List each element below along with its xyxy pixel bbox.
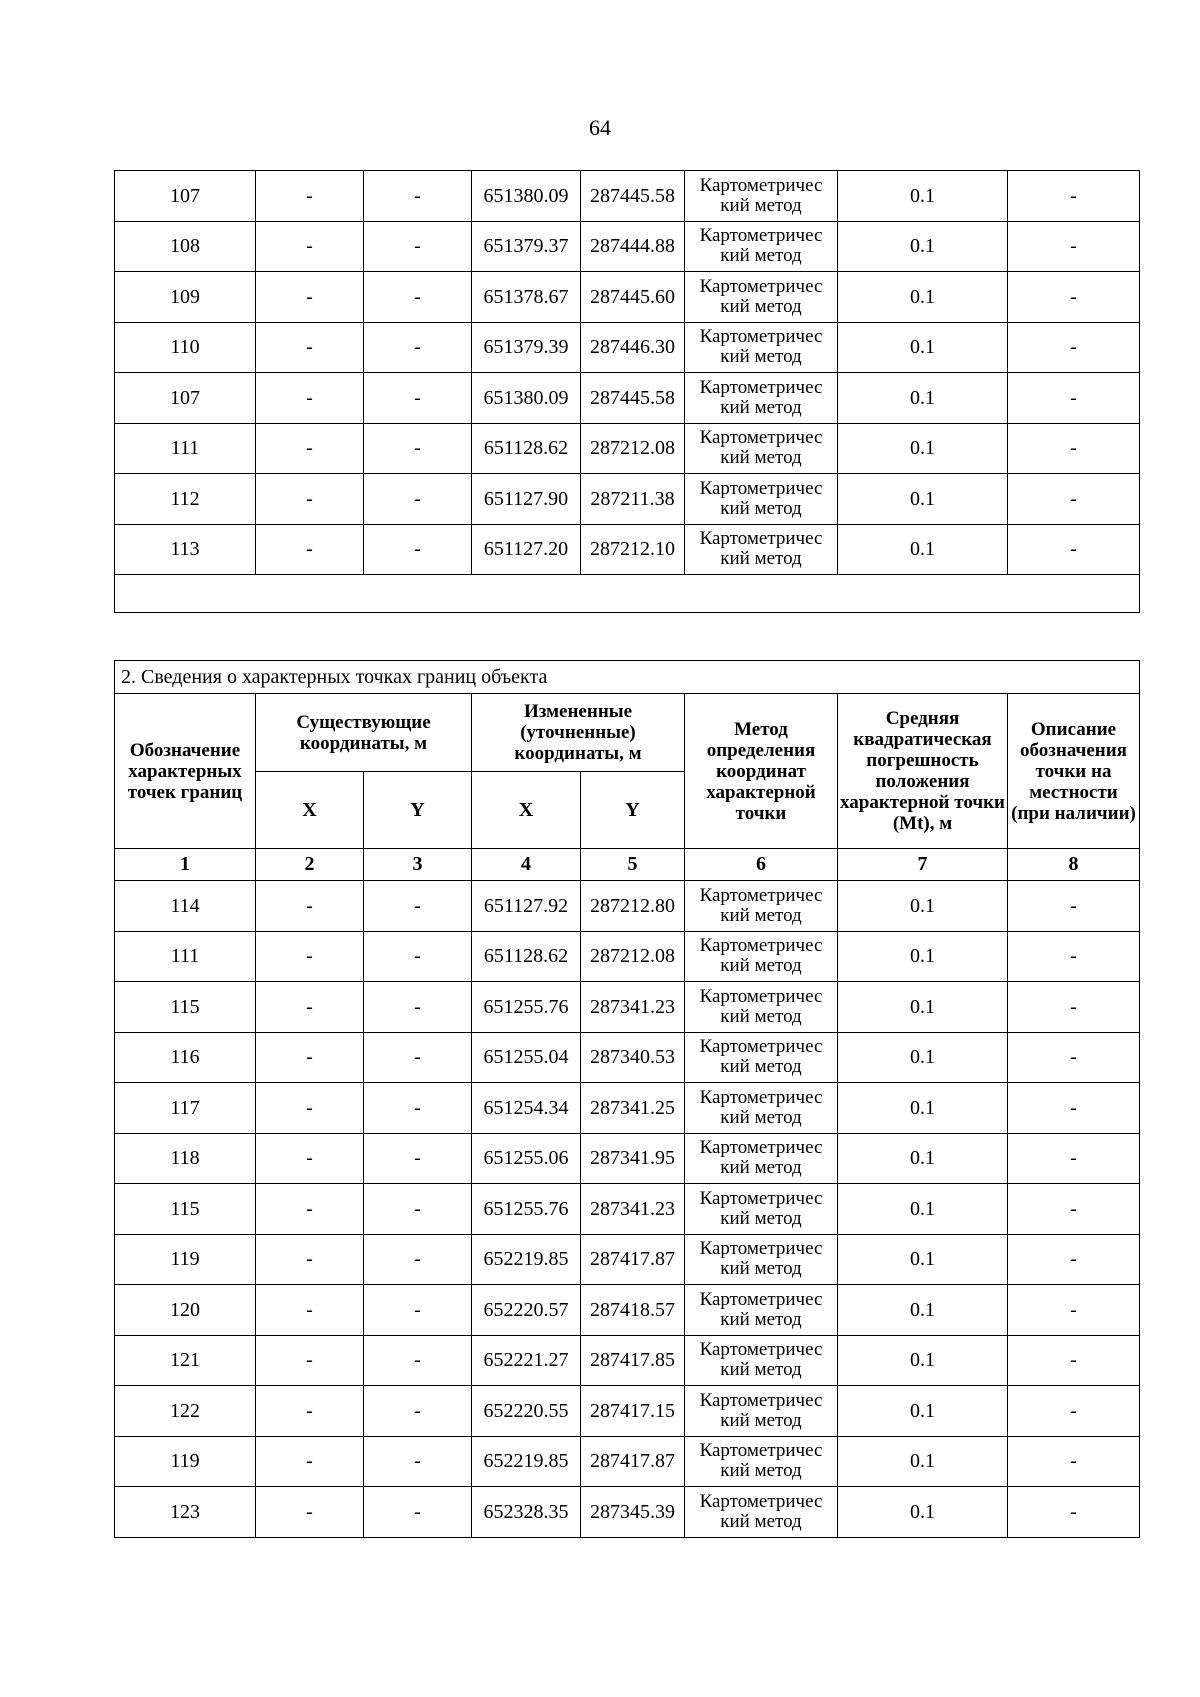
column-number: 3: [364, 849, 472, 881]
point-id-cell: 115: [115, 982, 256, 1033]
existing-y-cell: -: [364, 1184, 472, 1235]
table-caption: 2. Сведения о характерных точках границ объекта: [115, 661, 1140, 694]
description-cell: -: [1008, 1083, 1140, 1134]
table-row: [115, 171, 1140, 222]
existing-y-cell: -: [364, 474, 472, 525]
table-row: [115, 1133, 1140, 1184]
existing-x-cell: -: [256, 1032, 364, 1083]
changed-x-cell: 651254.34: [472, 1083, 581, 1134]
column-number: 5: [581, 849, 685, 881]
mean-error-cell: 0.1: [838, 1285, 1008, 1336]
mean-error-cell: 0.1: [838, 1386, 1008, 1437]
existing-y-cell: -: [364, 1032, 472, 1083]
existing-y-cell: -: [364, 171, 472, 222]
method-cell: Картометричес кий метод: [685, 524, 838, 575]
method-cell: Картометричес кий метод: [685, 373, 838, 424]
existing-x-cell: -: [256, 1184, 364, 1235]
description-cell: -: [1008, 1386, 1140, 1437]
existing-x-cell: -: [256, 373, 364, 424]
description-cell: -: [1008, 1133, 1140, 1184]
existing-x-cell: -: [256, 881, 364, 932]
header-description: Описание обозначения точки на местности (при наличии): [1008, 694, 1140, 849]
header-error: Средняя квадратическая погрешность положения характерной точки (Mt), м: [838, 694, 1008, 849]
changed-x-cell: 651128.62: [472, 931, 581, 982]
changed-y-cell: 287212.10: [581, 524, 685, 575]
changed-x-cell: 651255.06: [472, 1133, 581, 1184]
changed-x-cell: 651128.62: [472, 423, 581, 474]
existing-x-cell: -: [256, 1487, 364, 1538]
table-row: [115, 982, 1140, 1033]
description-cell: -: [1008, 881, 1140, 932]
description-cell: -: [1008, 524, 1140, 575]
method-cell: Картометричес кий метод: [685, 881, 838, 932]
method-cell: Картометричес кий метод: [685, 1487, 838, 1538]
header-existing-coordinates: Существующие координаты, м: [256, 694, 472, 772]
mean-error-cell: 0.1: [838, 1436, 1008, 1487]
existing-y-cell: -: [364, 1436, 472, 1487]
changed-x-cell: 652220.55: [472, 1386, 581, 1437]
table-row: [115, 474, 1140, 525]
column-number: 4: [472, 849, 581, 881]
table-row: [115, 931, 1140, 982]
mean-error-cell: 0.1: [838, 982, 1008, 1033]
mean-error-cell: 0.1: [838, 322, 1008, 373]
description-cell: -: [1008, 1436, 1140, 1487]
description-cell: -: [1008, 1285, 1140, 1336]
point-id-cell: 121: [115, 1335, 256, 1386]
changed-y-cell: 287341.23: [581, 982, 685, 1033]
method-cell: Картометричес кий метод: [685, 423, 838, 474]
mean-error-cell: 0.1: [838, 1133, 1008, 1184]
table-row: [115, 1436, 1140, 1487]
method-cell: Картометричес кий метод: [685, 1386, 838, 1437]
table-row: [115, 1234, 1140, 1285]
existing-x-cell: -: [256, 272, 364, 323]
header-existing-y: Y: [364, 772, 472, 849]
description-cell: -: [1008, 171, 1140, 222]
changed-y-cell: 287212.08: [581, 931, 685, 982]
existing-y-cell: -: [364, 982, 472, 1033]
existing-x-cell: -: [256, 1083, 364, 1134]
changed-x-cell: 651380.09: [472, 171, 581, 222]
existing-x-cell: -: [256, 524, 364, 575]
changed-y-cell: 287417.87: [581, 1436, 685, 1487]
existing-y-cell: -: [364, 524, 472, 575]
table-row: [115, 423, 1140, 474]
point-id-cell: 107: [115, 171, 256, 222]
existing-x-cell: -: [256, 322, 364, 373]
mean-error-cell: 0.1: [838, 1487, 1008, 1538]
changed-y-cell: 287445.58: [581, 373, 685, 424]
changed-y-cell: 287341.25: [581, 1083, 685, 1134]
point-id-cell: 110: [115, 322, 256, 373]
existing-y-cell: -: [364, 373, 472, 424]
mean-error-cell: 0.1: [838, 423, 1008, 474]
description-cell: -: [1008, 1335, 1140, 1386]
table-row: [115, 1184, 1140, 1235]
changed-x-cell: 652328.35: [472, 1487, 581, 1538]
changed-x-cell: 651127.20: [472, 524, 581, 575]
existing-y-cell: -: [364, 1234, 472, 1285]
header-changed-y: Y: [581, 772, 685, 849]
changed-x-cell: 651380.09: [472, 373, 581, 424]
existing-x-cell: -: [256, 1436, 364, 1487]
changed-y-cell: 287417.85: [581, 1335, 685, 1386]
mean-error-cell: 0.1: [838, 171, 1008, 222]
method-cell: Картометричес кий метод: [685, 1133, 838, 1184]
mean-error-cell: 0.1: [838, 1083, 1008, 1134]
changed-x-cell: 652221.27: [472, 1335, 581, 1386]
column-number: 7: [838, 849, 1008, 881]
existing-y-cell: -: [364, 221, 472, 272]
changed-x-cell: 651255.76: [472, 1184, 581, 1235]
changed-x-cell: 651379.39: [472, 322, 581, 373]
existing-y-cell: -: [364, 423, 472, 474]
description-cell: -: [1008, 982, 1140, 1033]
blank-row: [115, 575, 1140, 613]
changed-y-cell: 287212.80: [581, 881, 685, 932]
column-number: 6: [685, 849, 838, 881]
changed-y-cell: 287444.88: [581, 221, 685, 272]
mean-error-cell: 0.1: [838, 272, 1008, 323]
changed-x-cell: 651379.37: [472, 221, 581, 272]
changed-y-cell: 287418.57: [581, 1285, 685, 1336]
existing-y-cell: -: [364, 1335, 472, 1386]
existing-y-cell: -: [364, 272, 472, 323]
point-id-cell: 109: [115, 272, 256, 323]
description-cell: -: [1008, 322, 1140, 373]
point-id-cell: 120: [115, 1285, 256, 1336]
mean-error-cell: 0.1: [838, 1335, 1008, 1386]
method-cell: Картометричес кий метод: [685, 1083, 838, 1134]
changed-y-cell: 287417.87: [581, 1234, 685, 1285]
changed-x-cell: 652219.85: [472, 1436, 581, 1487]
changed-y-cell: 287345.39: [581, 1487, 685, 1538]
changed-x-cell: 651255.76: [472, 982, 581, 1033]
table-row: [115, 881, 1140, 932]
table-row: [115, 1335, 1140, 1386]
method-cell: Картометричес кий метод: [685, 171, 838, 222]
changed-x-cell: 651127.90: [472, 474, 581, 525]
existing-x-cell: -: [256, 1386, 364, 1437]
description-cell: -: [1008, 373, 1140, 424]
changed-y-cell: 287446.30: [581, 322, 685, 373]
description-cell: -: [1008, 221, 1140, 272]
description-cell: -: [1008, 272, 1140, 323]
changed-y-cell: 287212.08: [581, 423, 685, 474]
description-cell: -: [1008, 1487, 1140, 1538]
changed-y-cell: 287445.58: [581, 171, 685, 222]
point-id-cell: 123: [115, 1487, 256, 1538]
method-cell: Картометричес кий метод: [685, 474, 838, 525]
point-id-cell: 111: [115, 931, 256, 982]
existing-x-cell: -: [256, 221, 364, 272]
existing-y-cell: -: [364, 1285, 472, 1336]
mean-error-cell: 0.1: [838, 373, 1008, 424]
mean-error-cell: 0.1: [838, 931, 1008, 982]
changed-y-cell: 287417.15: [581, 1386, 685, 1437]
column-number: 2: [256, 849, 364, 881]
changed-y-cell: 287211.38: [581, 474, 685, 525]
description-cell: -: [1008, 474, 1140, 525]
page-number: 64: [589, 115, 611, 140]
method-cell: Картометричес кий метод: [685, 322, 838, 373]
header-changed-coordinates: Измененные (уточненные) координаты, м: [472, 694, 685, 772]
method-cell: Картометричес кий метод: [685, 1335, 838, 1386]
method-cell: Картометричес кий метод: [685, 1032, 838, 1083]
existing-x-cell: -: [256, 474, 364, 525]
coordinates-table-continued: [114, 170, 1140, 613]
point-id-cell: 119: [115, 1234, 256, 1285]
header-designation: Обозначение характерных точек границ: [115, 694, 256, 849]
changed-y-cell: 287340.53: [581, 1032, 685, 1083]
table-row: [115, 524, 1140, 575]
method-cell: Картометричес кий метод: [685, 221, 838, 272]
method-cell: Картометричес кий метод: [685, 982, 838, 1033]
changed-x-cell: 651378.67: [472, 272, 581, 323]
mean-error-cell: 0.1: [838, 474, 1008, 525]
table-row: [115, 1285, 1140, 1336]
existing-y-cell: -: [364, 881, 472, 932]
column-number: 1: [115, 849, 256, 881]
table-row: [115, 322, 1140, 373]
description-cell: -: [1008, 1032, 1140, 1083]
changed-x-cell: 652219.85: [472, 1234, 581, 1285]
column-number: 8: [1008, 849, 1140, 881]
table-row: [115, 373, 1140, 424]
point-id-cell: 112: [115, 474, 256, 525]
existing-x-cell: -: [256, 931, 364, 982]
header-existing-x: X: [256, 772, 364, 849]
table-row: [115, 1487, 1140, 1538]
existing-y-cell: -: [364, 1133, 472, 1184]
header-changed-x: X: [472, 772, 581, 849]
boundary-points-table: [114, 660, 1140, 1538]
existing-x-cell: -: [256, 982, 364, 1033]
point-id-cell: 111: [115, 423, 256, 474]
point-id-cell: 116: [115, 1032, 256, 1083]
changed-y-cell: 287341.23: [581, 1184, 685, 1235]
changed-y-cell: 287341.95: [581, 1133, 685, 1184]
table-row: [115, 1032, 1140, 1083]
changed-x-cell: 651127.92: [472, 881, 581, 932]
point-id-cell: 122: [115, 1386, 256, 1437]
existing-x-cell: -: [256, 423, 364, 474]
table-row: [115, 272, 1140, 323]
method-cell: Картометричес кий метод: [685, 1285, 838, 1336]
changed-x-cell: 652220.57: [472, 1285, 581, 1336]
mean-error-cell: 0.1: [838, 1032, 1008, 1083]
mean-error-cell: 0.1: [838, 881, 1008, 932]
table2-body: [115, 881, 1140, 1538]
description-cell: -: [1008, 423, 1140, 474]
changed-x-cell: 651255.04: [472, 1032, 581, 1083]
mean-error-cell: 0.1: [838, 221, 1008, 272]
existing-x-cell: -: [256, 171, 364, 222]
existing-x-cell: -: [256, 1285, 364, 1336]
existing-x-cell: -: [256, 1133, 364, 1184]
existing-y-cell: -: [364, 1487, 472, 1538]
description-cell: -: [1008, 1184, 1140, 1235]
point-id-cell: 115: [115, 1184, 256, 1235]
mean-error-cell: 0.1: [838, 1184, 1008, 1235]
table1-body: [115, 171, 1140, 575]
point-id-cell: 117: [115, 1083, 256, 1134]
existing-y-cell: -: [364, 1083, 472, 1134]
point-id-cell: 107: [115, 373, 256, 424]
table-row: [115, 1083, 1140, 1134]
mean-error-cell: 0.1: [838, 1234, 1008, 1285]
method-cell: Картометричес кий метод: [685, 1436, 838, 1487]
method-cell: Картометричес кий метод: [685, 931, 838, 982]
method-cell: Картометричес кий метод: [685, 1184, 838, 1235]
changed-y-cell: 287445.60: [581, 272, 685, 323]
table-row: [115, 221, 1140, 272]
description-cell: -: [1008, 931, 1140, 982]
point-id-cell: 118: [115, 1133, 256, 1184]
header-method: Метод определения координат характерной точки: [685, 694, 838, 849]
mean-error-cell: 0.1: [838, 524, 1008, 575]
point-id-cell: 119: [115, 1436, 256, 1487]
method-cell: Картометричес кий метод: [685, 1234, 838, 1285]
existing-y-cell: -: [364, 322, 472, 373]
existing-y-cell: -: [364, 931, 472, 982]
point-id-cell: 114: [115, 881, 256, 932]
point-id-cell: 113: [115, 524, 256, 575]
existing-x-cell: -: [256, 1234, 364, 1285]
method-cell: Картометричес кий метод: [685, 272, 838, 323]
existing-x-cell: -: [256, 1335, 364, 1386]
description-cell: -: [1008, 1234, 1140, 1285]
point-id-cell: 108: [115, 221, 256, 272]
existing-y-cell: -: [364, 1386, 472, 1437]
table-row: [115, 1386, 1140, 1437]
